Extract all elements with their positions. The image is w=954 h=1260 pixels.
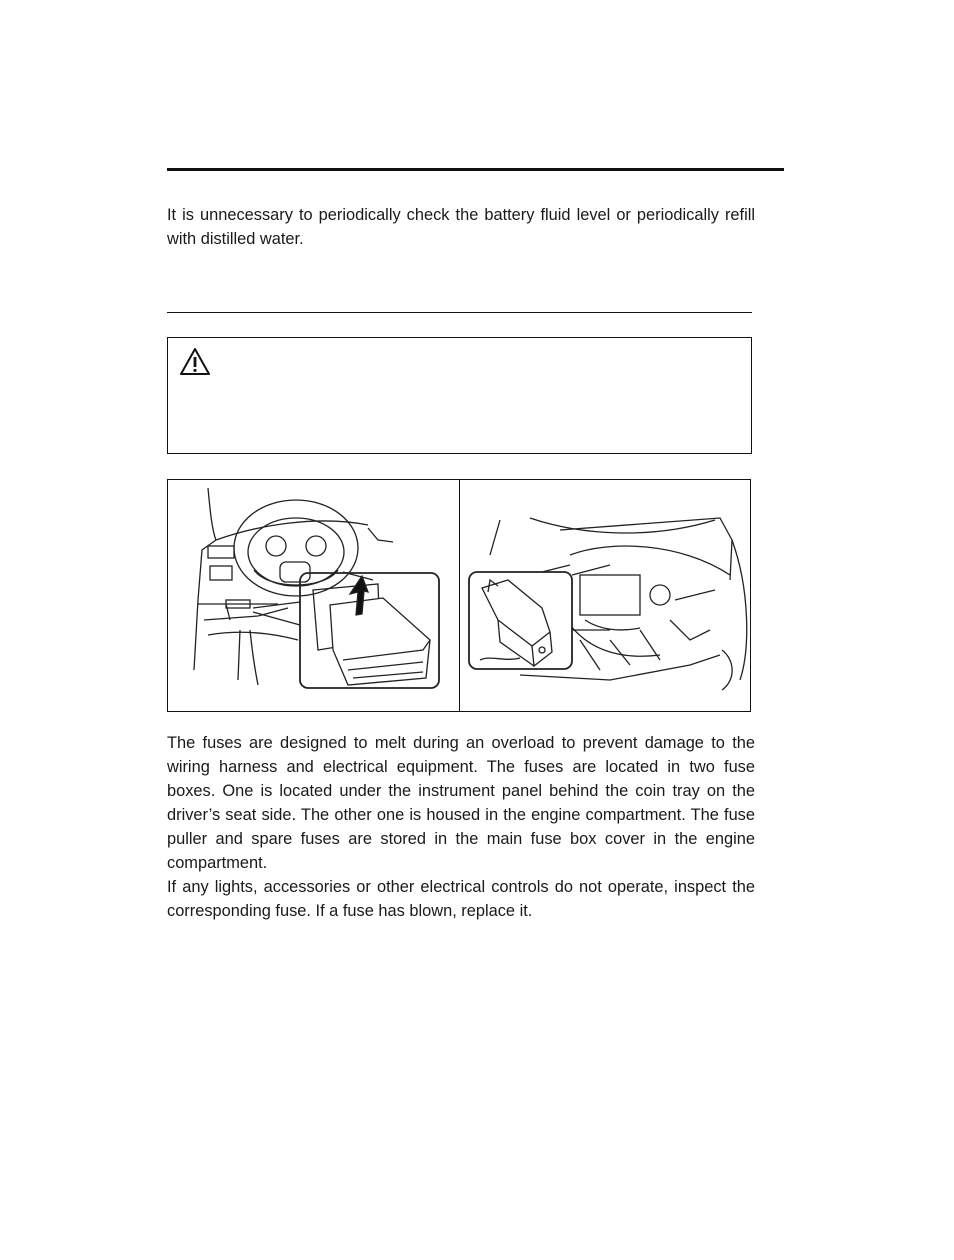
- instrument-panel-illustration: [168, 480, 459, 711]
- battery-paragraph: It is unnecessary to periodically check the battery fluid level or periodically refill with distilled water.: [167, 206, 755, 248]
- fuse-box-location-figure: [167, 479, 751, 712]
- warning-triangle-icon: [179, 347, 211, 377]
- caution-box: [167, 337, 752, 454]
- subsection-rule: [167, 312, 752, 313]
- fuses-paragraph: The fuses are designed to melt during an overload to prevent damage to the wiring harness and electrical equipment. The fuses are located in two fuse boxes. One is located under the instrument panel behind the coin tray on the driver’s seat side. The other one is housed in the engine compartment. The fuse puller and spare fuses are stored in the main fuse box cover in the engine compartment.: [167, 734, 755, 872]
- engine-compartment-illustration: [460, 480, 750, 711]
- section-header-rule: [167, 168, 784, 171]
- fuse-inspection-paragraph: If any lights, accessories or other electrical controls do not operate, inspect the corresponding fuse. If a fuse has blown, replace it.: [167, 878, 755, 920]
